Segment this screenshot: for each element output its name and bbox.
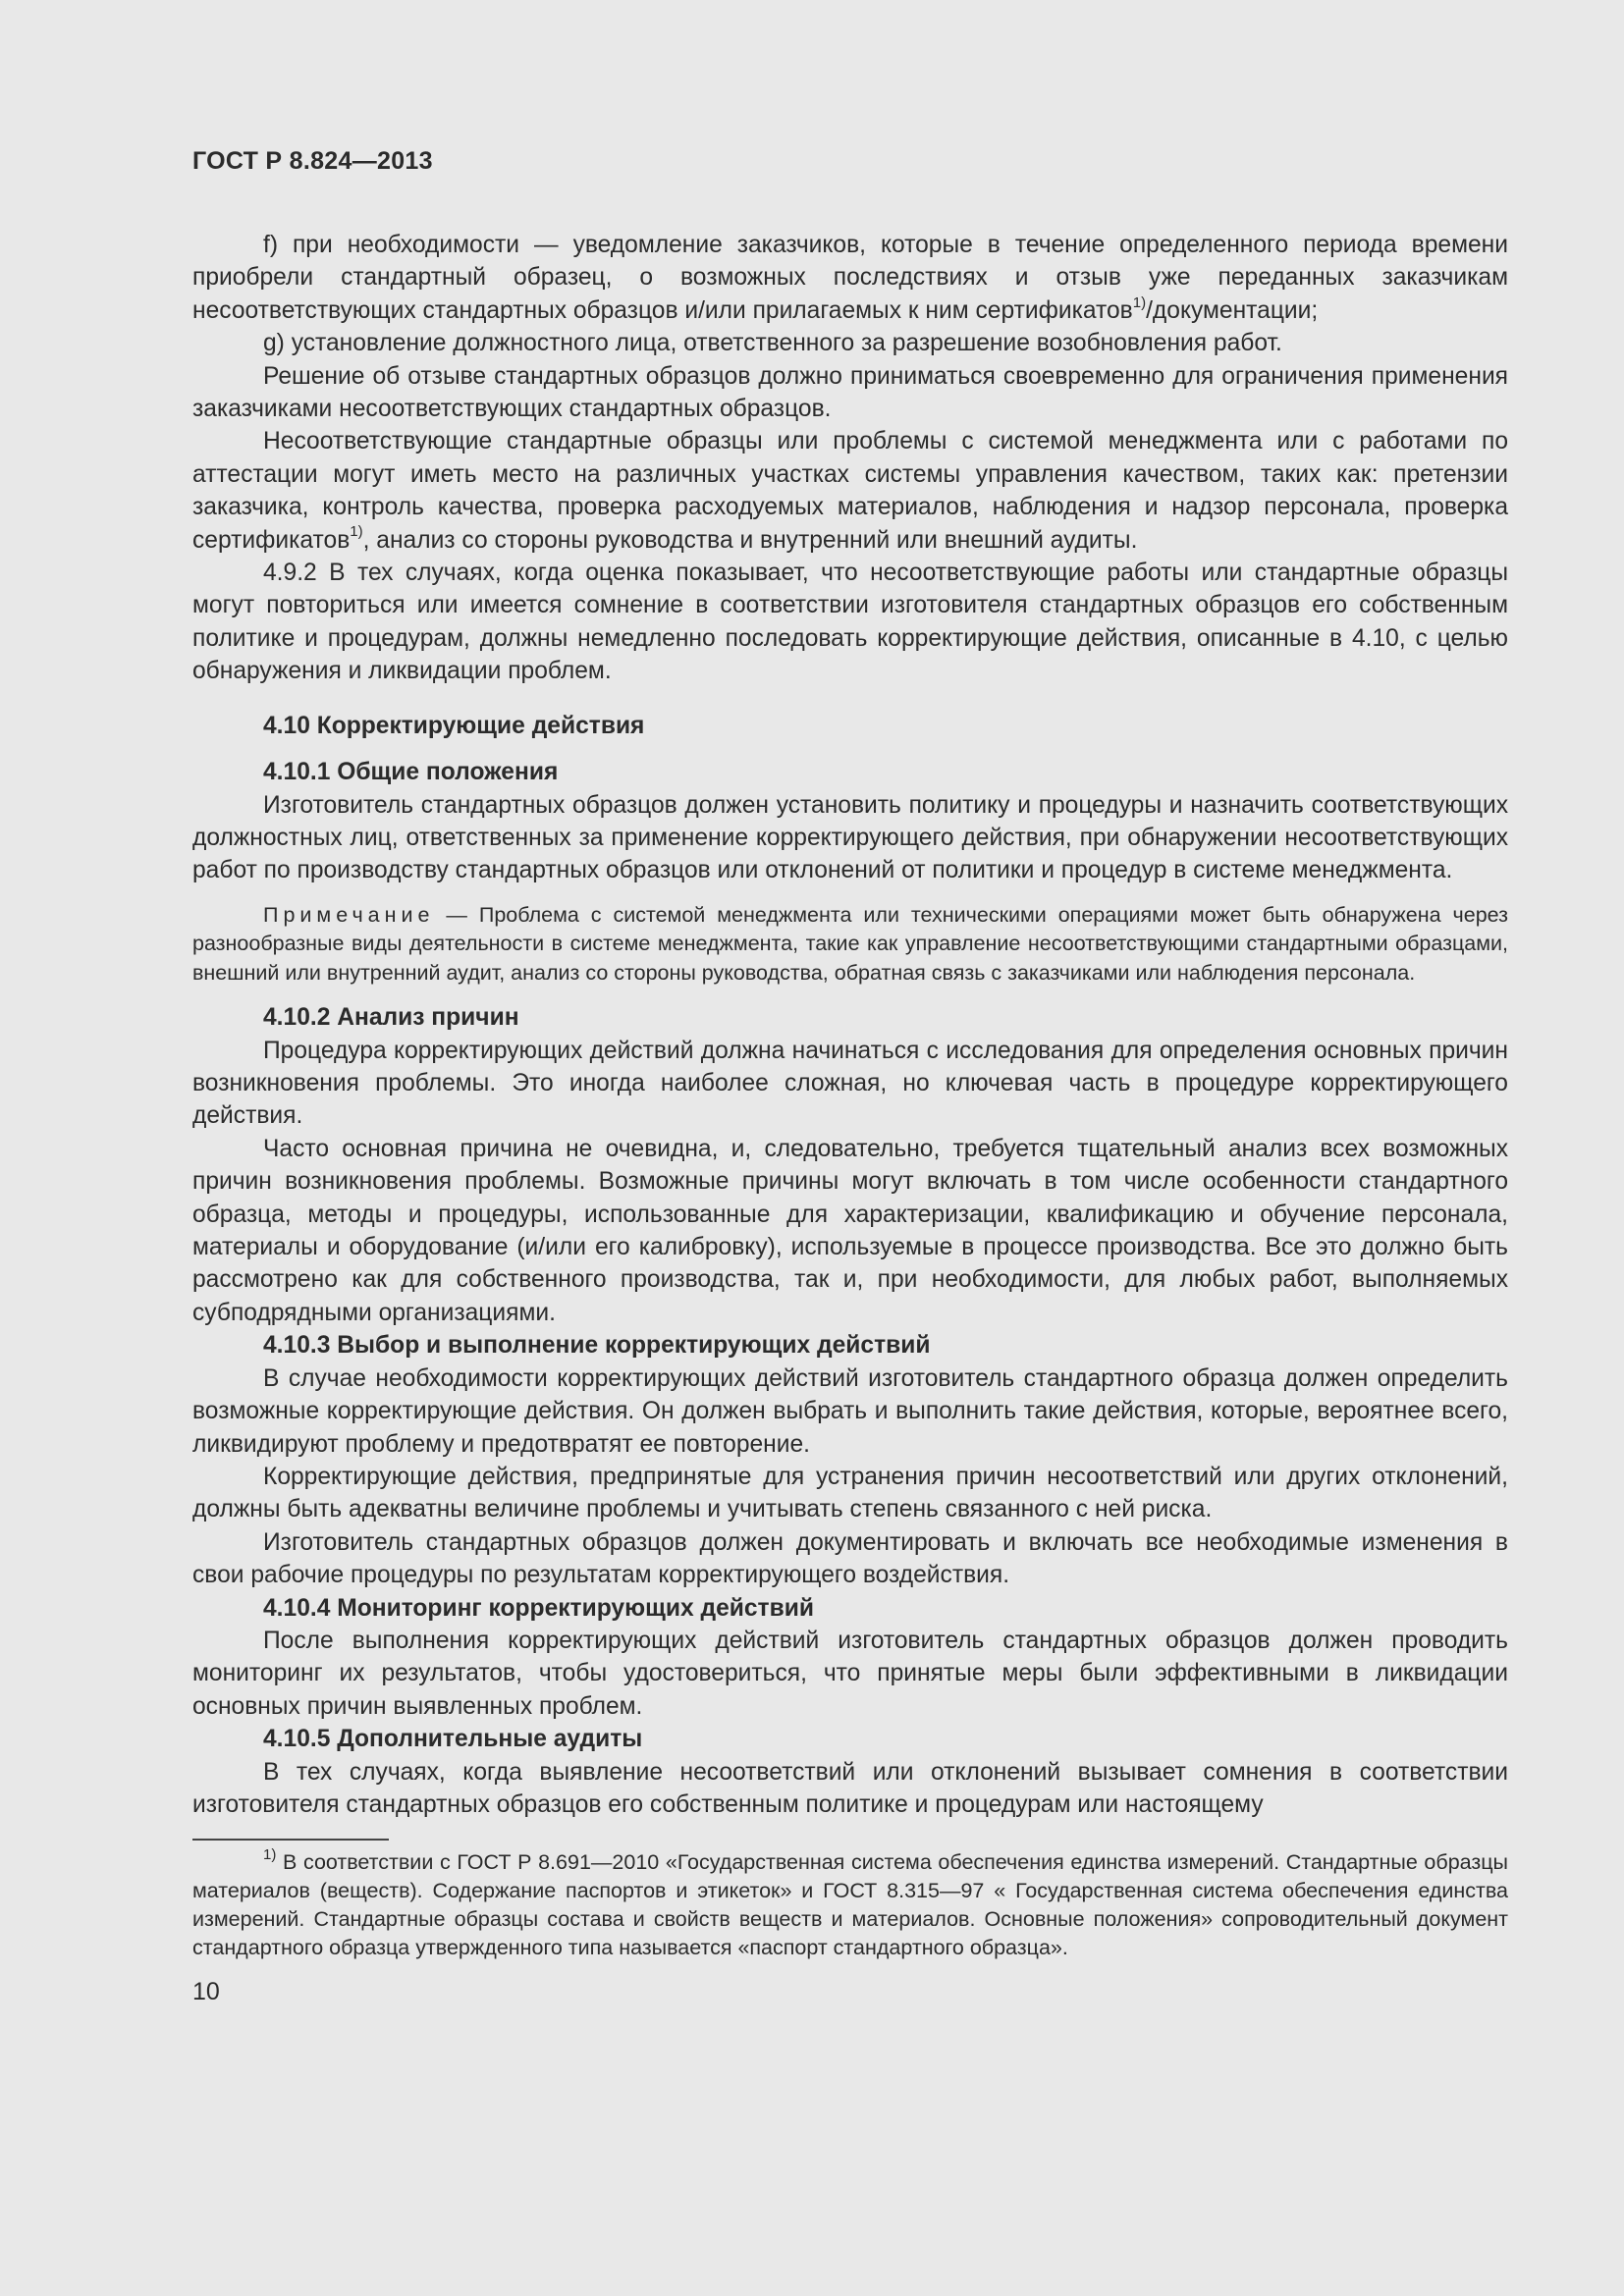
paragraph-4-9-2: 4.9.2 В тех случаях, когда оценка показывает, что несоответствующие работы или стандартные образцы могут повториться или имеется сомнение в соответствии изготовителя стандартных образцов его собственным политике и процедурам, должны немедленно последовать корректирующие действия, описанные в 4.10, с целью обнаружения и ликвидации проблем. xyxy=(192,560,1508,685)
document-header: ГОСТ Р 8.824—2013 xyxy=(192,147,433,175)
paragraph-text: /документации; xyxy=(1146,296,1319,324)
paragraph-f xyxy=(192,229,1508,327)
subsection-heading-4-10-2: 4.10.2 Анализ причин xyxy=(263,1004,519,1032)
footnote-ref: 1) xyxy=(1132,294,1147,311)
paragraph: Решение об отзыве стандартных образцов должно приниматься своевременно для ограничения применения заказчиками несоответствующих стандартных образцов. xyxy=(192,362,1508,423)
paragraph-text: f) при необходимости — уведомление заказчиков, которые в течение определенного периода времени приобрели стандартный образец, о возможных последствиях и отзыв уже переданных заказчикам несоответствующих стандартных образцов и/или прилагаемых к ним сертификатов xyxy=(192,232,1508,324)
paragraph: Изготовитель стандартных образцов должен установить политику и процедуры и назначить соответствующих должностных лиц, ответственных за применение корректирующего действия, при обнаружении несоответствующих работ по производству стандартных образцов или отклонений от политики и процедур в системе менеджмента. xyxy=(192,791,1508,884)
subsection-heading-4-10-4: 4.10.4 Мониторинг корректирующих действий xyxy=(263,1594,814,1622)
paragraph: Изготовитель стандартных образцов должен документировать и включать все необходимые изменения в свои рабочие процедуры по результатам корректирующего воздействия. xyxy=(192,1528,1508,1589)
note-label: Примечание xyxy=(263,902,435,927)
paragraph: В тех случаях, когда выявление несоответствий или отклонений вызывает сомнения в соответствии изготовителя стандартных образцов его собственным политике и процедурам или настоящему xyxy=(192,1758,1508,1818)
section-heading-4-10: 4.10 Корректирующие действия xyxy=(263,712,645,739)
subsection-heading-4-10-3: 4.10.3 Выбор и выполнение корректирующих действий xyxy=(263,1332,931,1360)
paragraph: После выполнения корректирующих действий изготовитель стандартных образцов должен проводить мониторинг их результатов, чтобы удостовериться, что принятые меры были эффективными в ликвидации основных причин выявленных проблем. xyxy=(192,1627,1508,1720)
paragraph-text: Несоответствующие стандартные образцы или проблемы с системой менеджмента или с работами по аттестации могут иметь место на различных участках системы управления качеством, таких как: претензии заказчика, контроль качества, проверка расходуемых материалов, наблюдения и надзор персонала, проверка сертификатов xyxy=(192,428,1508,554)
paragraph: Часто основная причина не очевидна, и, следовательно, требуется тщательный анализ всех возможных причин возникновения проблемы. Возможные причины могут включать в том числе особенности стандартного образца, методы и процедуры, использованные для характеризации, квалификацию и обучение персонала, материалы и оборудование (и/или его калибровку), используемые в процессе производства. Все это должно быть рассмотрено как для собственного производства, так и, при необходимости, для любых работ, выполняемых субподрядными организациями. xyxy=(192,1135,1508,1326)
paragraph: Корректирующие действия, предпринятые для устранения причин несоответствий или других отклонений, должны быть адекватны величине проблемы и учитывать степень связанного с ней риска. xyxy=(192,1463,1508,1523)
footnote-separator xyxy=(192,1839,389,1841)
paragraph: В случае необходимости корректирующих действий изготовитель стандартного образца должен определить возможные корректирующие действия. Он должен выбрать и выполнить такие действия, которые, вероятнее всего, ликвидируют проблему и предотвратят ее повторение. xyxy=(192,1364,1508,1458)
subsection-heading-4-10-5: 4.10.5 Дополнительные аудиты xyxy=(263,1726,643,1753)
footnote-marker: 1) xyxy=(263,1846,277,1864)
paragraph-text: , анализ со стороны руководства и внутренний или внешний аудиты. xyxy=(362,526,1138,554)
footnote-ref: 1) xyxy=(350,523,363,541)
subsection-heading-4-10-1: 4.10.1 Общие положения xyxy=(263,759,559,786)
paragraph xyxy=(192,425,1508,557)
page-number: 10 xyxy=(192,1978,220,2006)
paragraph-g: g) установление должностного лица, ответственного за разрешение возобновления работ. xyxy=(263,330,1282,357)
paragraph: Процедура корректирующих действий должна начинаться с исследования для определения основных причин возникновения проблемы. Это иногда наиболее сложная, но ключевая часть в процедуре корректирующего действия. xyxy=(192,1037,1508,1130)
footnote-text: В соответствии с ГОСТ Р 8.691—2010 «Государственная система обеспечения единства измерений. Стандартные образцы материалов (веществ). Содержание паспортов и этикеток» и ГОСТ 8.315—97 « Государственная система обеспечения единства измерений. Стандартные образцы состава и свойств веществ и материалов. Основные положения» сопроводительный документ стандартного образца утвержденного типа называется «паспорт стандартного образца». xyxy=(192,1850,1508,1960)
note-text: — Проблема с системой менеджмента или техническими операциями может быть обнаружена через разнообразные виды деятельности в системе менеджмента, такие как управление несоответствующими стандартными образцами, внешний или внутренний аудит, анализ со стороны руководства, обратная связь с заказчиками или наблюдения персонала. xyxy=(192,902,1508,985)
footnote xyxy=(192,1848,1508,1962)
note xyxy=(192,901,1508,988)
